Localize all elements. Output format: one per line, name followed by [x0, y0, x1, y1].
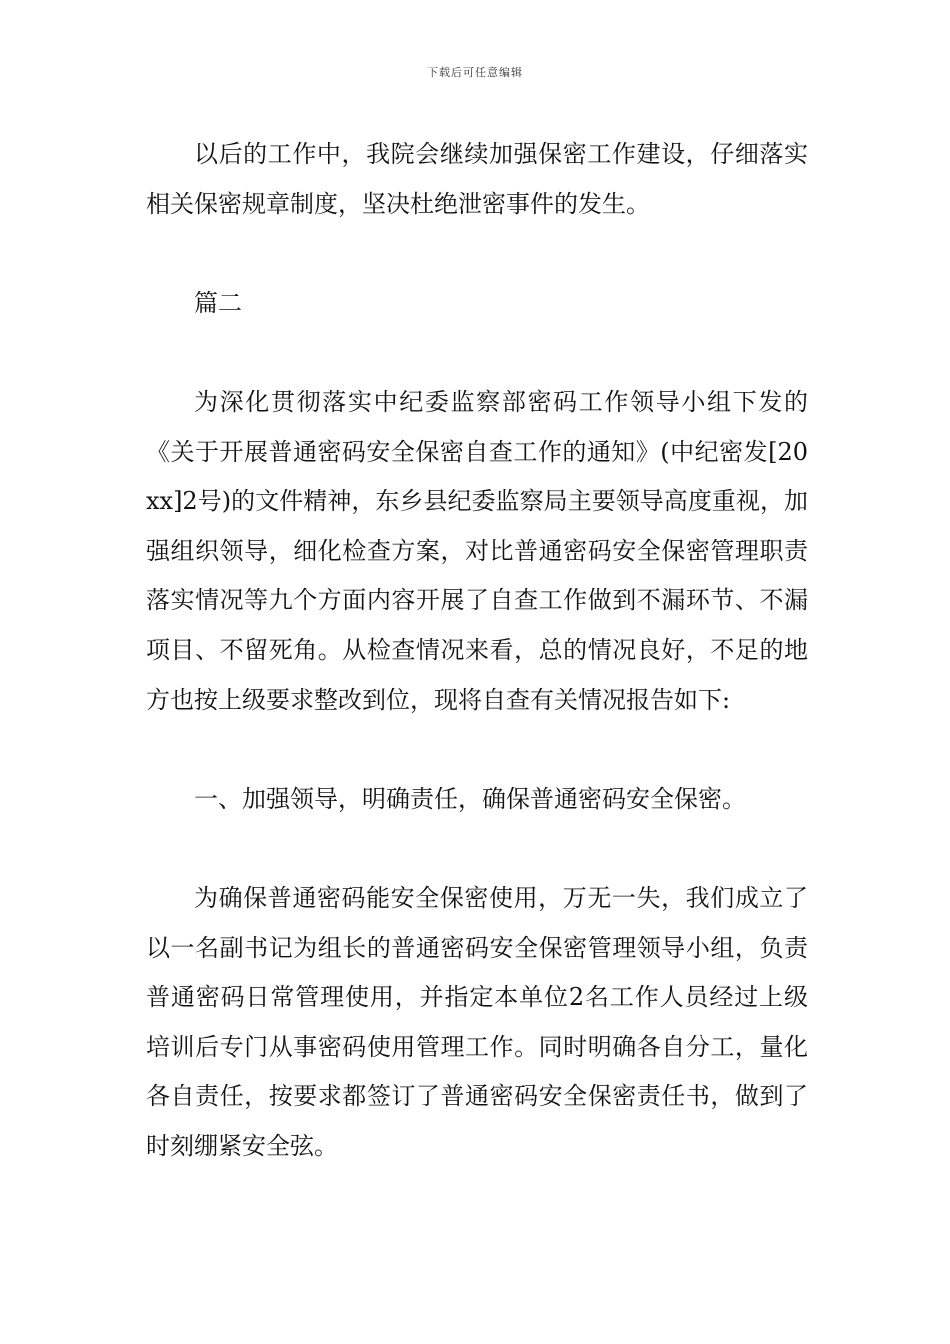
paragraph-conclusion: 以后的工作中，我院会继续加强保密工作建设，仔细落实相关保密规章制度，坚决杜绝泄密事件的发生。 [146, 140, 808, 218]
paragraph-introduction: 为深化贯彻落实中纪委监察部密码工作领导小组下发的《关于开展普通密码安全保密自查工作的通知》(中纪密发[20xx]2号)的文件精神，东乡县纪委监察局主要领导高度重视，加强组织领导，细化检查方案，对比普通密码安全保密管理职责落实情况等九个方面内容开展了自查工作做到不漏环节、不漏项目、不留死角。从检查情况来看，总的情况良好，不足的地方也按上级要求整改到位，现将自查有关情况报告如下: [146, 387, 808, 714]
page-header: 下载后可任意编辑 [427, 66, 523, 79]
paragraph-spacer [146, 229, 808, 279]
section-heading-one: 一、加强领导，明确责任，确保普通密码安全保密。 [194, 784, 746, 813]
section-heading-part-two: 篇二 [194, 288, 242, 317]
paragraph-spacer [146, 824, 808, 874]
paragraph-spacer [146, 725, 808, 775]
paragraph-spacer [146, 328, 808, 378]
paragraph-leadership: 为确保普通密码能安全保密使用，万无一失，我们成立了以一名副书记为组长的普通密码安全保密管理领导小组，负责普通密码日常管理使用，并指定本单位2名工作人员经过上级培训后专门从事密码使用管理工作。同时明确各自分工，量化各自责任，按要求都签订了普通密码安全保密责任书，做到了时刻绷紧安全弦。 [146, 883, 808, 1160]
document-body [146, 130, 808, 1171]
